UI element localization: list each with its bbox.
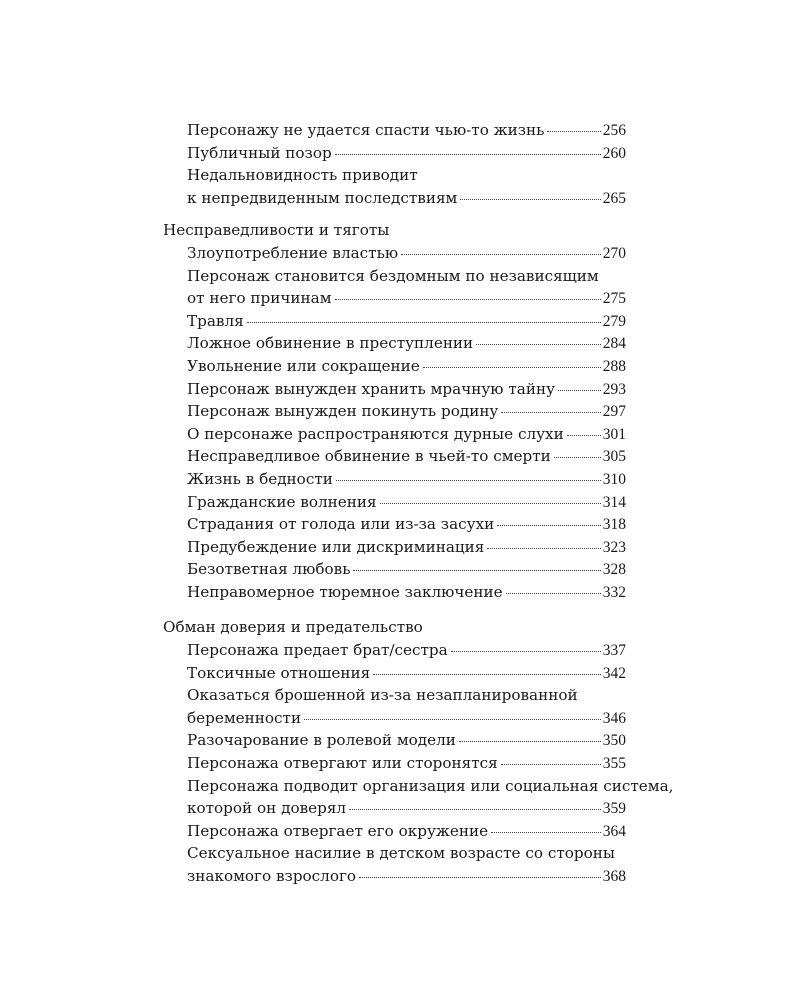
section-heading[interactable]: Несправедливости и тяготы (163, 221, 390, 240)
toc-entry-title: Персонаж становится бездомным по независящим (187, 266, 599, 285)
toc-entry-line (163, 310, 626, 333)
toc-entry-title: Публичный позор (187, 143, 332, 162)
toc-entry-line (163, 468, 626, 491)
dot-leader (359, 876, 601, 878)
toc-entry-line (163, 775, 674, 798)
toc-entry-line (163, 265, 626, 288)
toc-entry-line (163, 558, 626, 581)
dot-leader (491, 831, 601, 833)
dot-leader (349, 808, 601, 810)
toc-entry-title: Разочарование в ролевой модели (187, 731, 456, 750)
toc-page-number: 301 (602, 425, 626, 443)
toc-page-number: 293 (602, 380, 626, 398)
toc-entry-title: которой он доверял (187, 799, 347, 818)
toc-entry-line (163, 865, 626, 888)
toc-page-number: 328 (602, 561, 626, 579)
toc-entry-title: Сексуальное насилие в детском возрасте со стороны (187, 844, 615, 863)
toc-entry-title: знакомого взрослого (187, 867, 357, 885)
toc-entry-line (163, 820, 626, 843)
toc-page-number: 279 (602, 312, 626, 330)
toc-entry-title: Персонажа подводит организация или социальная система, (187, 776, 674, 795)
toc-page-number: 275 (602, 290, 626, 308)
toc-entry-line (163, 513, 626, 536)
dot-leader (401, 253, 601, 255)
toc-entry-title: Токсичные отношения (187, 663, 371, 682)
toc-page-number: 318 (602, 516, 626, 534)
toc-entry[interactable] (163, 820, 626, 843)
toc-entry-line (163, 142, 626, 165)
toc-page-number: 337 (602, 642, 626, 660)
dot-leader (487, 547, 600, 549)
toc-entry-title: Травля (187, 311, 244, 330)
toc-entry-line (163, 707, 626, 730)
toc-entry-line (163, 332, 626, 355)
toc-page-number: 284 (602, 335, 626, 353)
toc-page-number: 310 (602, 470, 626, 488)
dot-leader (353, 569, 600, 571)
toc-entry-line (163, 355, 626, 378)
section-heading[interactable]: Обман доверия и предательство (163, 618, 423, 637)
toc-entry-title: Персонажу не удается спасти чью-то жизнь (187, 121, 545, 139)
toc-entry[interactable] (163, 119, 626, 142)
toc-entry-title: Оказаться брошенной из-за незапланированной (187, 686, 578, 705)
toc-entry-title: Увольнение или сокращение (187, 356, 420, 375)
dot-leader (373, 673, 601, 675)
toc-entry[interactable] (163, 536, 626, 559)
toc-page-number: 288 (602, 357, 626, 375)
toc-page-number: 265 (602, 189, 626, 207)
toc-entry[interactable] (163, 164, 626, 209)
toc-entry[interactable] (163, 842, 626, 887)
toc-page-number: 270 (602, 244, 626, 262)
toc-page-number: 346 (602, 709, 626, 727)
dot-leader (460, 198, 600, 200)
toc-entry-title: Персонаж вынужден покинуть родину (187, 402, 499, 421)
toc-entry[interactable] (163, 423, 626, 446)
toc-page-number: 260 (602, 144, 626, 162)
dot-leader (554, 456, 601, 458)
toc-entry-title: Ложное обвинение в преступлении (187, 334, 474, 353)
dot-leader (451, 650, 601, 652)
dot-leader (335, 153, 601, 155)
toc-entry[interactable] (163, 400, 626, 423)
toc-entry[interactable] (163, 513, 626, 536)
toc-page-number: 305 (602, 448, 626, 466)
toc-entry[interactable] (163, 332, 626, 355)
toc-entry-line (163, 639, 626, 662)
toc-entry-title: Персонаж вынужден хранить мрачную тайну (187, 379, 556, 398)
toc-entry[interactable] (163, 729, 626, 752)
toc-entry-line (163, 581, 626, 604)
toc-entry-line (163, 491, 626, 514)
toc-page-number: 359 (602, 800, 626, 818)
toc-entry-line (163, 400, 626, 423)
dot-leader (423, 366, 601, 368)
toc-entry-line (163, 119, 626, 142)
dot-leader (506, 592, 601, 594)
toc-entry-line (163, 423, 626, 446)
toc-entry-line (163, 378, 626, 401)
toc-entry-title: Неправомерное тюремное заключение (187, 582, 503, 601)
toc-entry-line (163, 164, 626, 187)
dot-leader (459, 740, 601, 742)
toc-entry[interactable] (163, 639, 626, 662)
toc-page-number: 355 (602, 755, 626, 773)
toc-page-number: 350 (602, 732, 626, 750)
toc-page-number: 297 (602, 403, 626, 421)
toc-entry[interactable] (163, 242, 626, 265)
toc-entry-title: беременности (187, 708, 302, 727)
toc-entry-line (163, 662, 626, 685)
toc-entry[interactable] (163, 142, 626, 165)
toc-entry-title: Безответная любовь (187, 560, 351, 579)
toc-page-number: 256 (602, 122, 626, 139)
section-spacer (163, 603, 626, 616)
toc-entry[interactable] (163, 558, 626, 581)
toc-section (163, 219, 626, 603)
toc-entry[interactable] (163, 355, 626, 378)
toc-entry-line (163, 842, 626, 865)
table-of-contents (163, 119, 674, 888)
section-spacer (163, 209, 626, 219)
toc-entry-line (163, 536, 626, 559)
toc-entry[interactable] (163, 491, 626, 514)
toc-section (163, 616, 674, 887)
dot-leader (336, 479, 601, 481)
toc-entry-title: от него причинам (187, 289, 332, 308)
dot-leader (476, 343, 601, 345)
toc-page-number: 364 (602, 822, 626, 840)
dot-leader (567, 434, 601, 436)
dot-leader (304, 718, 601, 720)
dot-leader (247, 321, 601, 323)
toc-page-number: 314 (602, 493, 626, 511)
toc-entry-title: Предубеждение или дискриминация (187, 537, 485, 556)
toc-entry-title: Жизнь в бедности (187, 469, 333, 488)
toc-page-number: 342 (602, 664, 626, 682)
toc-entry-title: О персонаже распространяются дурные слухи (187, 424, 564, 443)
toc-entry[interactable] (163, 265, 626, 310)
toc-entry-title: Персонажа отвергают или сторонятся (187, 754, 498, 773)
toc-entry-line (163, 187, 626, 210)
toc-entry-line (163, 287, 626, 310)
toc-entry-title: Несправедливое обвинение в чьей-то смерти (187, 447, 551, 466)
toc-entry-title: Недальновидность приводит (187, 166, 418, 185)
toc-page-number: 323 (602, 538, 626, 556)
toc-page-number: 332 (602, 583, 626, 601)
toc-entry-title: Персонажа отвергает его окружение (187, 821, 489, 840)
toc-entry[interactable] (163, 581, 626, 604)
dot-leader (497, 524, 600, 526)
dot-leader (335, 298, 601, 300)
toc-entry-line (163, 445, 626, 468)
toc-entry[interactable] (163, 445, 626, 468)
dot-leader (501, 763, 601, 765)
toc-entry[interactable] (163, 684, 626, 729)
toc-entry-title: Страдания от голода или из-за засухи (187, 515, 495, 534)
dot-leader (501, 411, 600, 413)
toc-entry[interactable] (163, 662, 626, 685)
toc-entry[interactable] (163, 310, 626, 333)
toc-entry-line (163, 797, 626, 820)
toc-entry-line (163, 242, 626, 265)
toc-entry-title: Гражданские волнения (187, 492, 377, 511)
toc-entry-line (163, 729, 626, 752)
toc-entry-line (163, 752, 626, 775)
dot-leader (558, 389, 601, 391)
dot-leader (380, 502, 601, 504)
toc-entry-title: Персонажа предает брат/сестра (187, 641, 448, 660)
toc-entry-line (163, 684, 626, 707)
toc-entry[interactable] (163, 468, 626, 491)
toc-entry[interactable] (163, 752, 626, 775)
dot-leader (547, 130, 600, 132)
toc-entry[interactable] (163, 775, 674, 820)
toc-entry[interactable] (163, 378, 626, 401)
toc-entry-title: к непредвиденным последствиям (187, 188, 458, 207)
toc-entry-title: Злоупотребление властью (187, 243, 399, 262)
toc-page-number: 368 (602, 868, 626, 885)
